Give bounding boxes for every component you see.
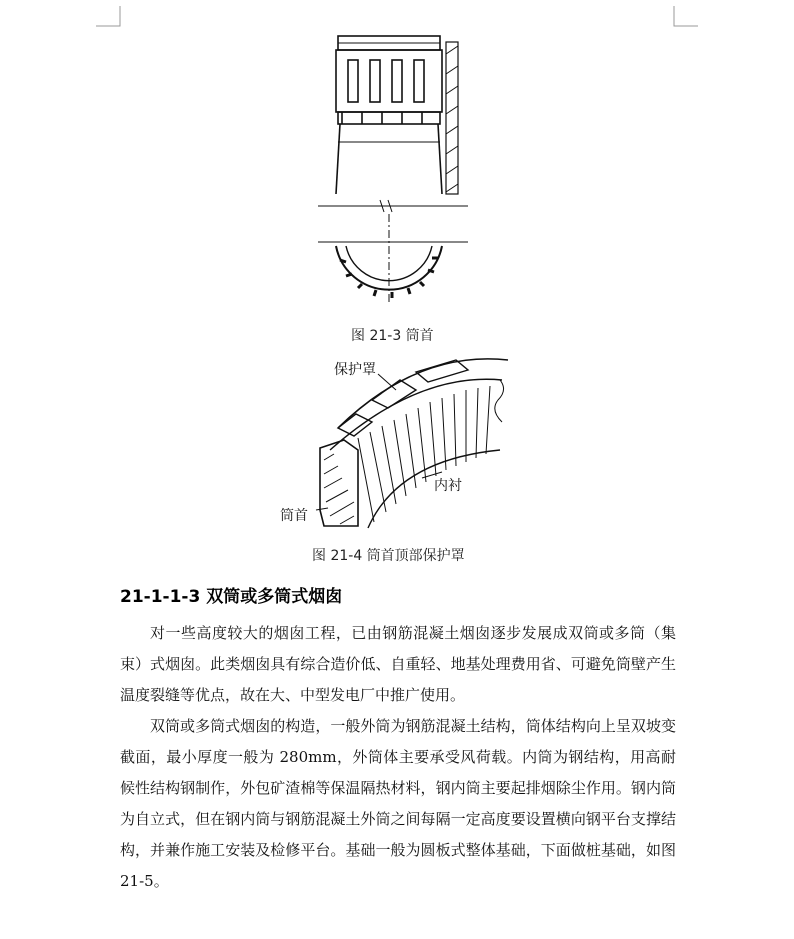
label-chimney-head: 筒首 [280,508,308,524]
paragraph-1: 对一些高度较大的烟囱工程，已由钢筋混凝土烟囱逐步发展成双筒或多筒（集束）式烟囱。此类烟囱具有综合造价低、自重轻、地基处理费用省、可避免筒壁产生温度裂缝等优点，故在大、中型发电厂中推广使用。 [120,624,676,704]
figure-chimney-head-drawing [318,14,468,314]
corner-mark-left [96,6,122,28]
figure-caption-21-3: 图 21-3 筒首 [351,328,434,344]
label-protective-cover: 保护罩 [334,362,376,378]
corner-mark-right [672,6,698,28]
figure-protective-cover-drawing [278,350,518,540]
paragraph-2: 双筒或多筒式烟囱的构造，一般外筒为钢筋混凝土结构，筒体结构向上呈双坡变截面，最小厚度一般为 280mm，外筒体主要承受风荷载。内筒为钢结构，用高耐候性结构钢制作，外包矿渣棉等保温隔热材料，钢内筒主要起排烟除尘作用。钢内筒为自立式，但在钢内筒与钢筋混凝土外筒之间每隔一定高度要设置横向钢平台支撑结构，并兼作施工安装及检修平台。基础一般为圆板式整体基础，下面做桩基础，如图 21-5。 [120,717,676,890]
section-heading: 21-1-1-3 双筒或多筒式烟囱 [120,587,343,607]
label-inner-lining: 内衬 [434,478,462,494]
figure-caption-21-4: 图 21-4 筒首顶部保护罩 [312,548,465,564]
